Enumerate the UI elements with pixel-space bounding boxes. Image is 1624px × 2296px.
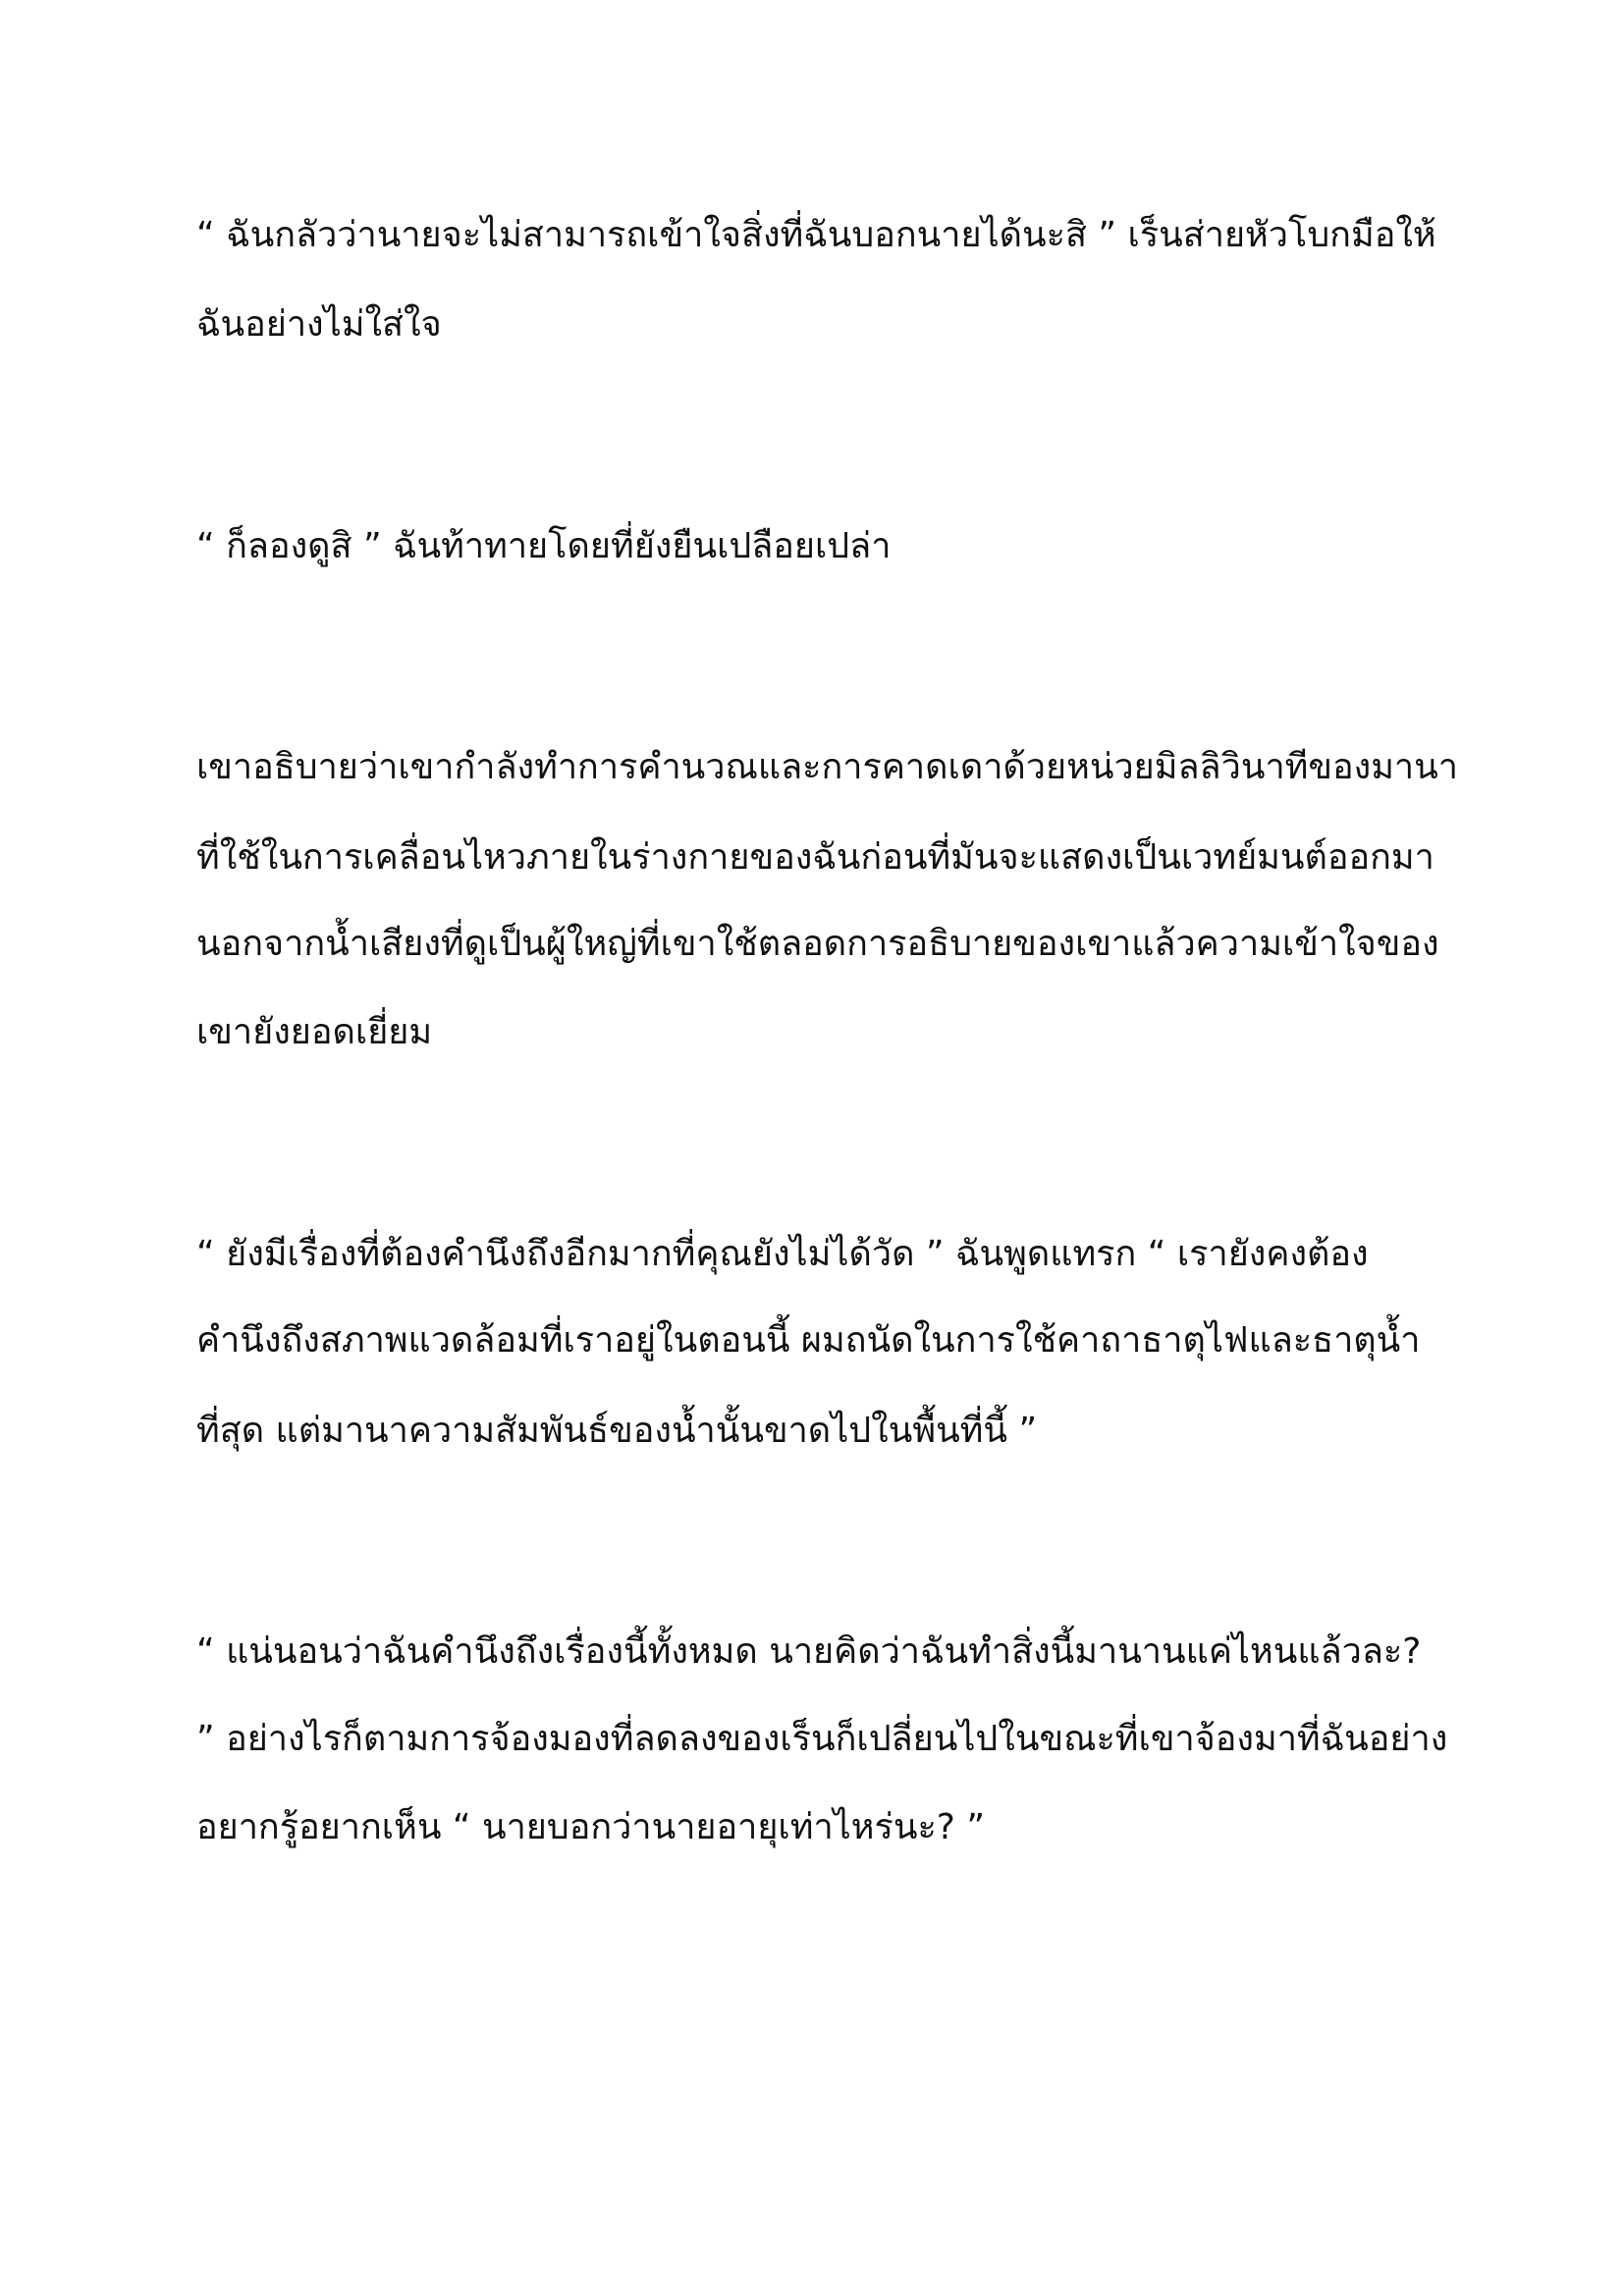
paragraph-1-line-2: ฉันอย่างไม่ใส่ใจ xyxy=(196,304,442,345)
paragraph-5-line-1: “ แน่นอนว่าฉันคำนึงถึงเรื่องนี้ทั้งหมด นายคิดว่าฉันทำสิ่งนี้มานานแค่ไหนแล้วละ? xyxy=(196,1631,1422,1672)
paragraph-3-line-3: นอกจากน้ำเสียงที่ดูเป็นผู้ใหญ่ที่เขาใช้ตลอดการอธิบายของเขาแล้วความเข้าใจของ xyxy=(196,924,1439,964)
paragraph-4-line-2: คำนึงถึงสภาพแวดล้อมที่เราอยู่ในตอนนี้ ผมถนัดในการใช้คาถาธาตุไฟและธาตุน้ำ xyxy=(196,1320,1421,1361)
paragraph-3-line-2: ที่ใช้ในการเคลื่อนไหวภายในร่างกายของฉันก่อนที่มันจะแสดงเป็นเวทย์มนต์ออกมา xyxy=(196,837,1435,878)
paragraph-1-line-1: “ ฉันกลัวว่านายจะไม่สามารถเข้าใจสิ่งที่ฉันบอกนายได้นะสิ ” เร็นส่ายหัวโบกมือให้ xyxy=(196,215,1436,255)
paragraph-2-line-1: “ ก็ลองดูสิ ” ฉันท้าทายโดยที่ยังยืนเปลือยเปล่า xyxy=(196,526,892,566)
paragraph-5-line-3: อยากรู้อยากเห็น “ นายบอกว่านายอายุเท่าไหร่นะ? ” xyxy=(196,1807,986,1847)
paragraph-3-line-1: เขาอธิบายว่าเขากำลังทำการคำนวณและการคาดเดาด้วยหน่วยมิลลิวินาทีของมานา xyxy=(196,747,1458,787)
paragraph-4-line-3: ที่สุด แต่มานาความสัมพันธ์ของน้ำนั้นขาดไปในพื้นที่นี้ ” xyxy=(196,1411,1038,1451)
paragraph-5-line-2: ” อย่างไรก็ตามการจ้องมองที่ลดลงของเร็นก็เปลี่ยนไปในขณะที่เขาจ้องมาที่ฉันอย่าง xyxy=(196,1719,1448,1759)
paragraph-4-line-1: “ ยังมีเรื่องที่ต้องคำนึงถึงอีกมากที่คุณยังไม่ได้วัด ” ฉันพูดแทรก “ เรายังคงต้อง xyxy=(196,1234,1369,1274)
paragraph-3-line-4: เขายังยอดเยี่ยม xyxy=(196,1012,433,1052)
